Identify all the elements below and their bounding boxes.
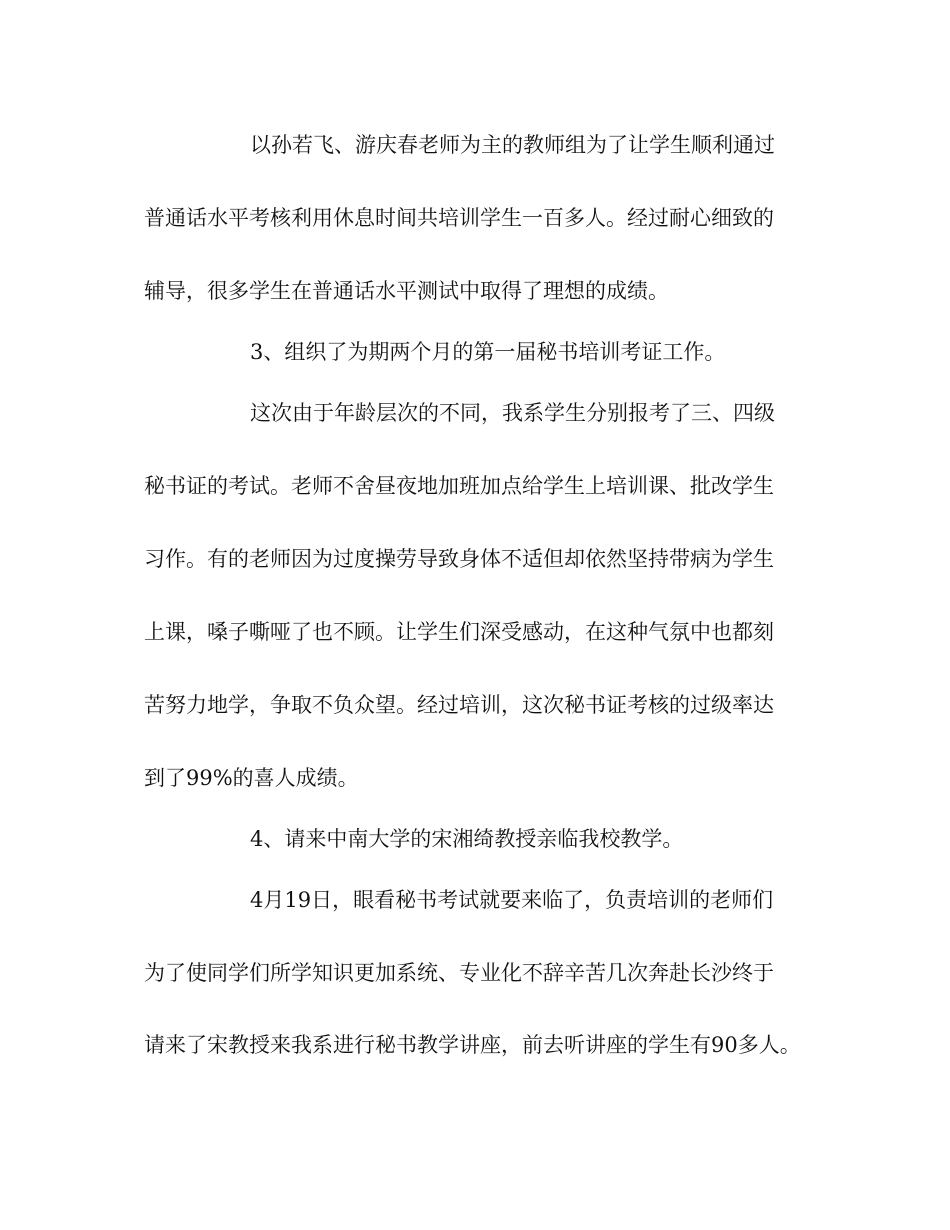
section-heading-4: 4、请来中南大学的宋湘绮教授亲临我校教学。 [250, 827, 684, 851]
paragraph-line-3: 辅导，很多学生在普通话水平测试中取得了理想的成绩。 [144, 279, 669, 303]
section-heading-3: 3、组织了为期两个月的第一届秘书培训考证工作。 [250, 340, 726, 364]
paragraph-line-13: 为了使同学们所学知识更加系统、专业化不辞辛苦几次奔赴长沙终于 [144, 961, 774, 985]
paragraph-line-14: 请来了宋教授来我系进行秘书教学讲座，前去听讲座的学生有90多人。 [144, 1033, 801, 1057]
paragraph-line-10: 到了99%的喜人成绩。 [144, 766, 359, 790]
paragraph-line-12: 4月19日，眼看秘书考试就要来临了，负责培训的老师们 [250, 888, 774, 912]
paragraph-line-2: 普通话水平考核利用休息时间共培训学生一百多人。经过耐心细致的 [144, 206, 774, 230]
paragraph-line-6: 秘书证的考试。老师不舍昼夜地加班加点给学生上培训课、批改学生 [144, 474, 774, 498]
paragraph-line-1: 以孙若飞、游庆春老师为主的教师组为了让学生顺利通过 [250, 133, 775, 157]
paragraph-line-8: 上课，嗓子嘶哑了也不顾。让学生们深受感动，在这种气氛中也都刻 [144, 620, 774, 644]
paragraph-line-7: 习作。有的老师因为过度操劳导致身体不适但却依然坚持带病为学生 [144, 547, 774, 571]
paragraph-line-5: 这次由于年龄层次的不同，我系学生分别报考了三、四级 [250, 401, 775, 425]
paragraph-line-9: 苦努力地学，争取不负众望。经过培训，这次秘书证考核的过级率达 [144, 693, 774, 717]
